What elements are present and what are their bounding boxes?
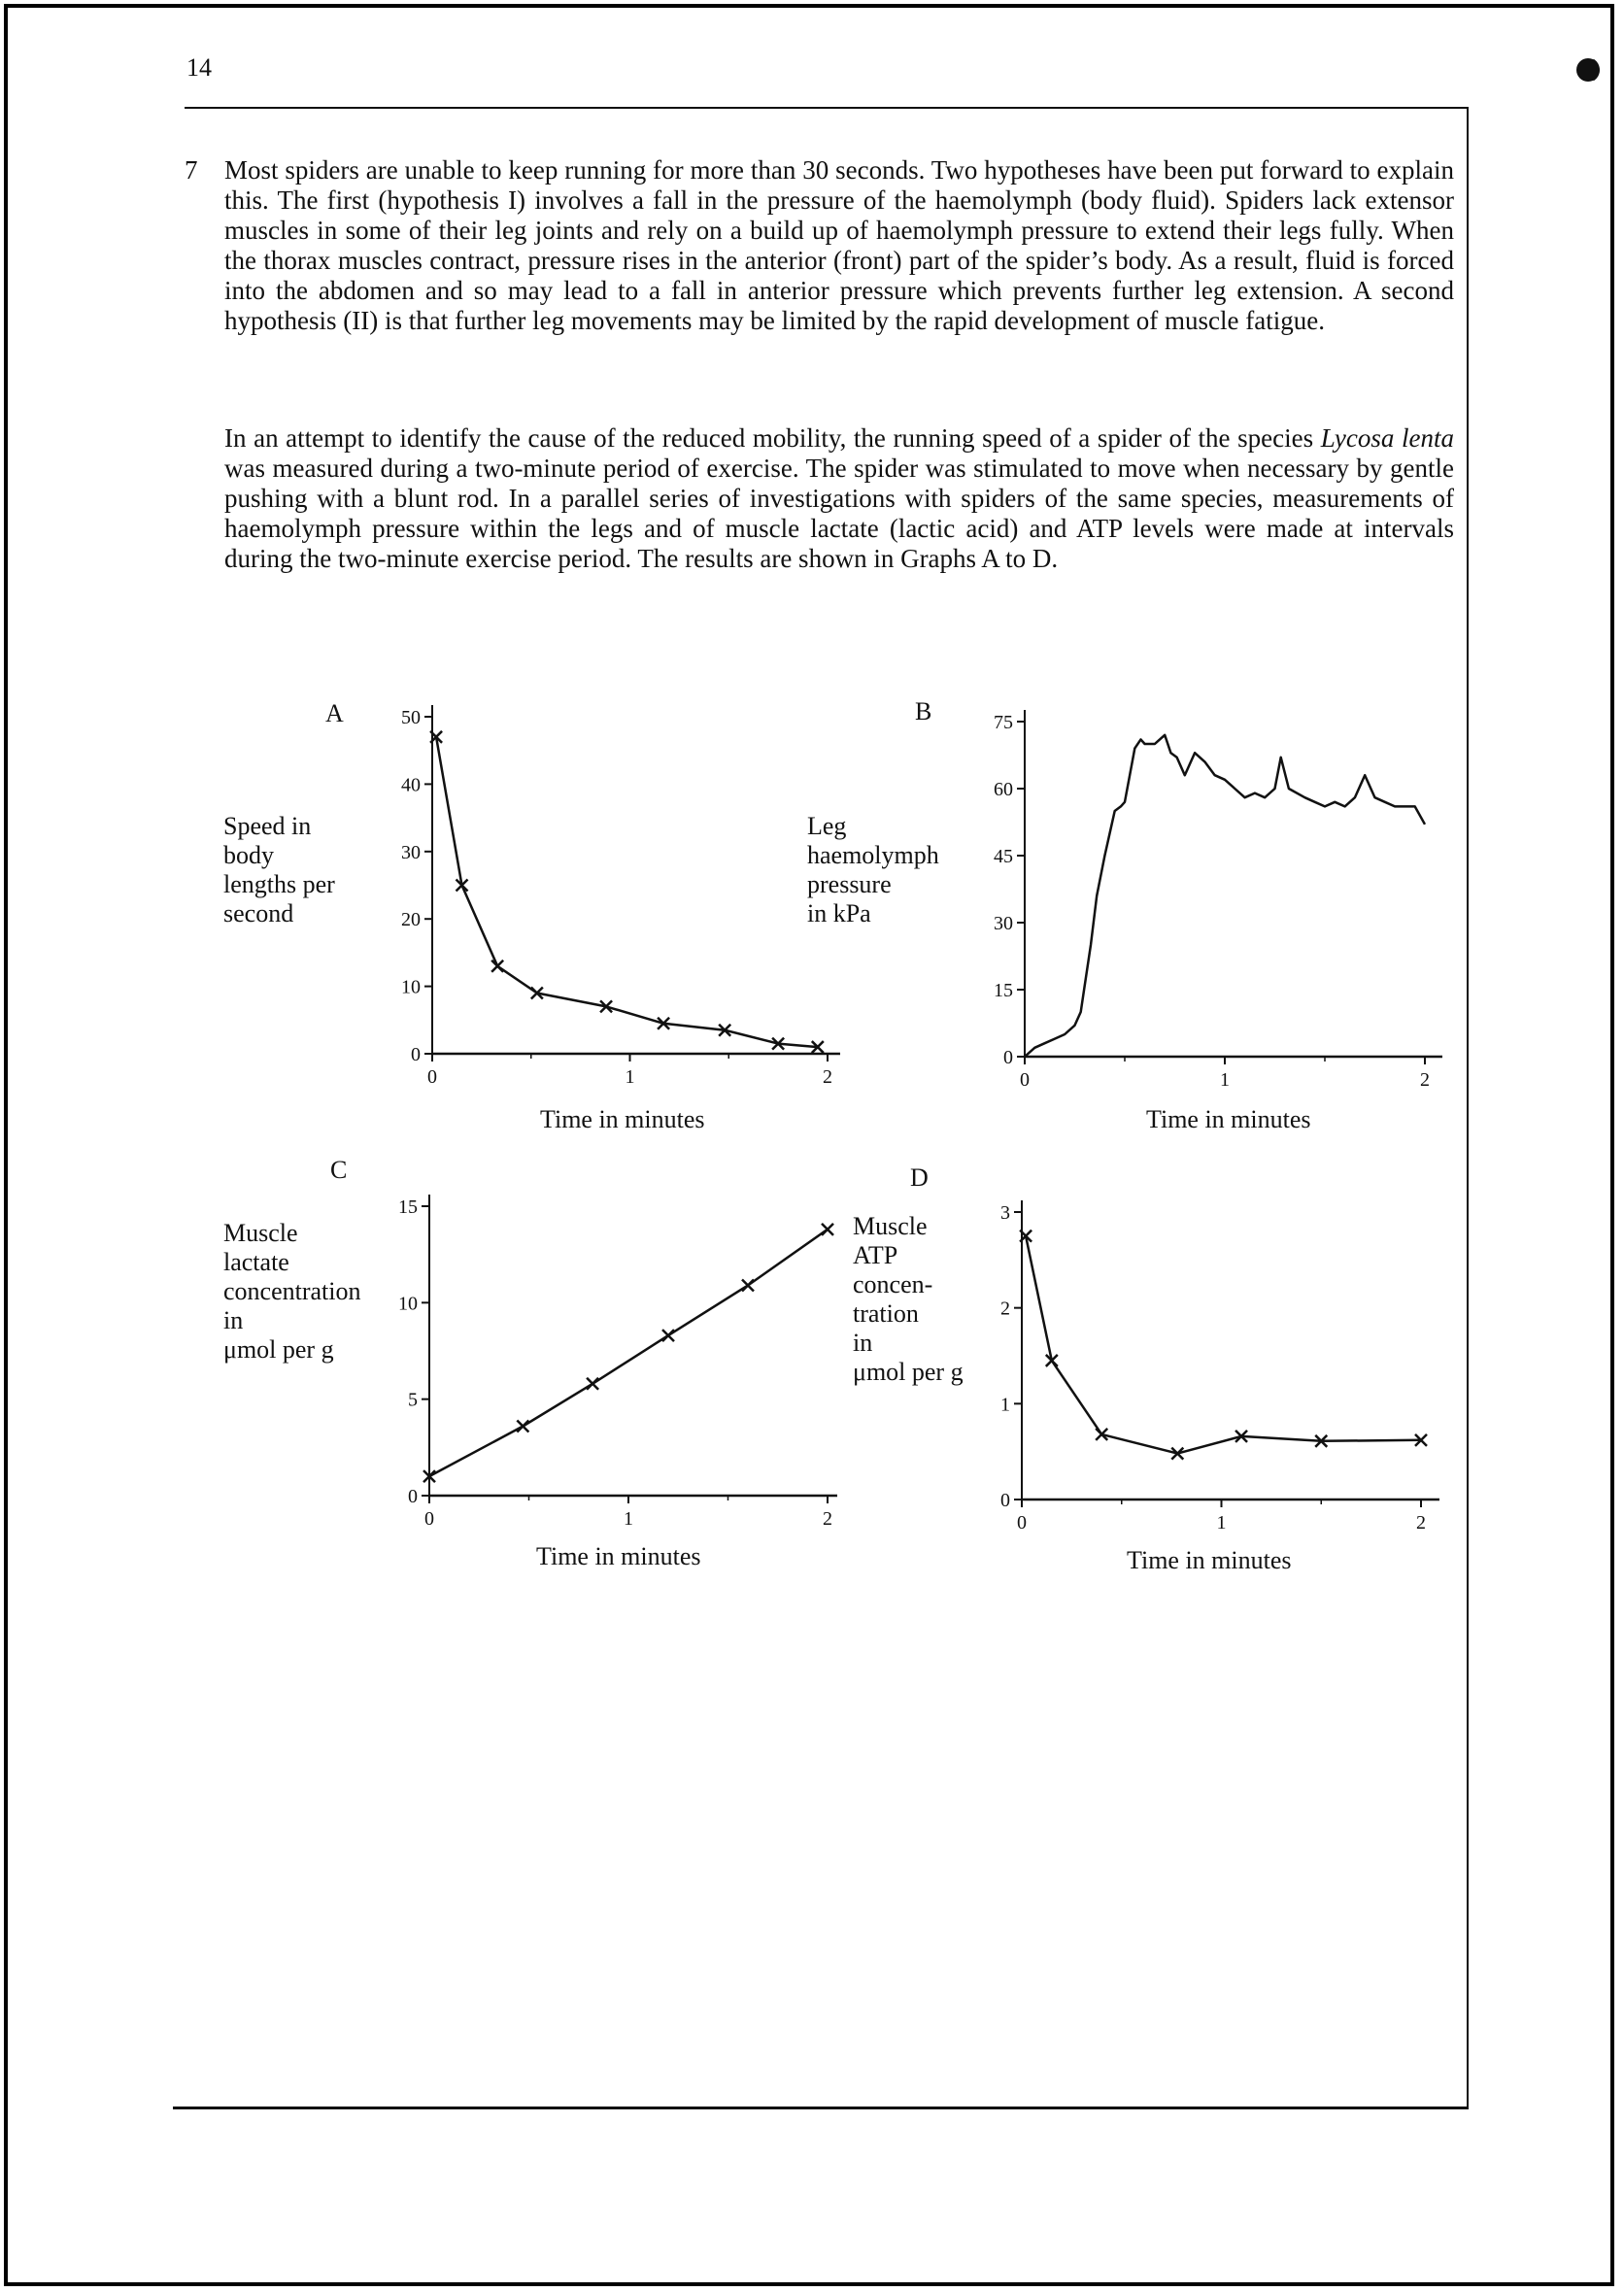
graph-b-y-tick-label: 60 [994,779,1013,800]
method-text-part1: In an attempt to identify the cause of the reduced mobility, the running speed of a spider of the species [224,423,1321,453]
graph-d-series-line [1026,1236,1421,1454]
graph-c-ylabel-line: concentration [223,1277,361,1305]
question-intro-paragraph: Most spiders are unable to keep running for more than 30 seconds. Two hypotheses have been put forward to explain this. The first (hypothesis I) involves a fall in the pressure of the haemolymph (body fluid). Spiders lack extensor muscles in some of their leg joints and rely on a build up of haemolymph pressure to extend their legs fully. When the thorax muscles contract, pressure rises in the anterior (front) part of the spider’s body. As a result, fluid is forced into the abdomen and so may lead to a fall in anterior pressure which prevents further leg extension. A second hypothesis (II) is that further leg movements may be limited by the rapid development of muscle fatigue. [224,155,1454,335]
page-number: 14 [186,53,212,82]
graph-c-y-tick-label: 0 [408,1486,418,1507]
question-number: 7 [185,155,198,185]
graph-d-ylabel-line: in [853,1329,873,1357]
graph-d-y-tick-label: 2 [1000,1298,1010,1320]
graph-c-x-tick-label: 2 [823,1508,832,1530]
graph-c-ylabel-line: lactate [223,1248,289,1276]
graph-b-y-tick-label: 45 [994,846,1013,867]
graph-a-y-tick-label: 50 [401,707,421,728]
graph-a-ylabel-line: Speed in [223,812,312,840]
graph-c-ylabel-line: μmol per g [223,1335,334,1364]
graph-b-y-tick-label: 30 [994,913,1013,934]
graph-c-letter: C [330,1156,348,1184]
graph-d-y-tick-label: 1 [1000,1394,1010,1416]
graph-c-xlabel: Time in minutes [536,1542,701,1570]
graph-c-x-tick-label: 0 [424,1508,434,1530]
graph-a-y-tick-label: 40 [401,774,421,796]
graph-d-ylabel-line: Muscle [853,1212,928,1240]
graph-c-x-tick-label: 1 [624,1508,633,1530]
graph-c-y-tick-label: 5 [408,1389,418,1411]
graph-b-ylabel-line: pressure [807,870,892,898]
graph-b-y-tick-label: 75 [994,712,1013,733]
graph-b-x-tick-label: 2 [1420,1069,1430,1091]
graph-a-x-tick-label: 1 [625,1066,635,1088]
graph-a-letter: A [325,699,344,727]
graph-a-y-tick-label: 0 [411,1044,421,1065]
graph-d-letter: D [910,1163,929,1192]
graph-b-letter: B [915,697,932,725]
graph-a-ylabel-line: body [223,841,274,869]
graph-b-xlabel: Time in minutes [1146,1105,1311,1133]
graph-a-x-tick-label: 0 [427,1066,437,1088]
graph-d-y-tick-label: 3 [1000,1202,1010,1224]
graph-b-ylabel-line: Leg [807,812,847,840]
graph-a-xlabel: Time in minutes [540,1105,705,1133]
graph-a-y-tick-label: 10 [401,976,421,998]
graph-a-ylabel-line: second [223,899,294,927]
method-text-part2: was measured during a two-minute period of exercise. The spider was stimulated to move when necessary by gentle pushing with a blunt rod. In a parallel series of investigations with spiders of the same species, measurements of haemolymph pressure within the legs and of muscle lactate (lactic acid) and ATP levels were made at intervals during the two-minute exercise period. The results are shown in Graphs A to D. [224,454,1454,573]
species-name: Lycosa lenta [1320,423,1454,453]
graph-b-x-tick-label: 0 [1020,1069,1030,1091]
graph-d-ylabel-line: concen- [853,1270,933,1298]
graph-b-ylabel-line: in kPa [807,899,871,927]
graph-b-y-tick-label: 15 [994,980,1013,1001]
graph-d-ylabel-line: tration [853,1299,919,1328]
graph-d-x-tick-label: 2 [1416,1512,1426,1534]
graph-c-y-tick-label: 15 [398,1197,418,1218]
graph-a-y-tick-label: 20 [401,909,421,931]
graph-b-x-tick-label: 1 [1220,1069,1230,1091]
graph-b-ylabel-line: haemolymph [807,841,939,869]
graph-a-ylabel-line: lengths per [223,870,335,898]
graph-d-xlabel: Time in minutes [1127,1546,1292,1574]
graph-d-x-tick-label: 1 [1216,1512,1227,1534]
graph-d-ylabel-line: μmol per g [853,1358,964,1386]
graph-c-y-tick-label: 10 [398,1293,418,1315]
graph-d-ylabel-line: ATP [853,1241,898,1269]
graph-d-x-tick-label: 0 [1017,1512,1027,1534]
graph-d-y-tick-label: 0 [1000,1490,1010,1511]
graph-a-x-tick-label: 2 [823,1066,832,1088]
graph-a-y-tick-label: 30 [401,841,421,863]
graph-c-ylabel-line: in [223,1306,244,1334]
graph-b-y-tick-label: 0 [1003,1047,1013,1068]
graph-c-ylabel-line: Muscle [223,1219,298,1247]
